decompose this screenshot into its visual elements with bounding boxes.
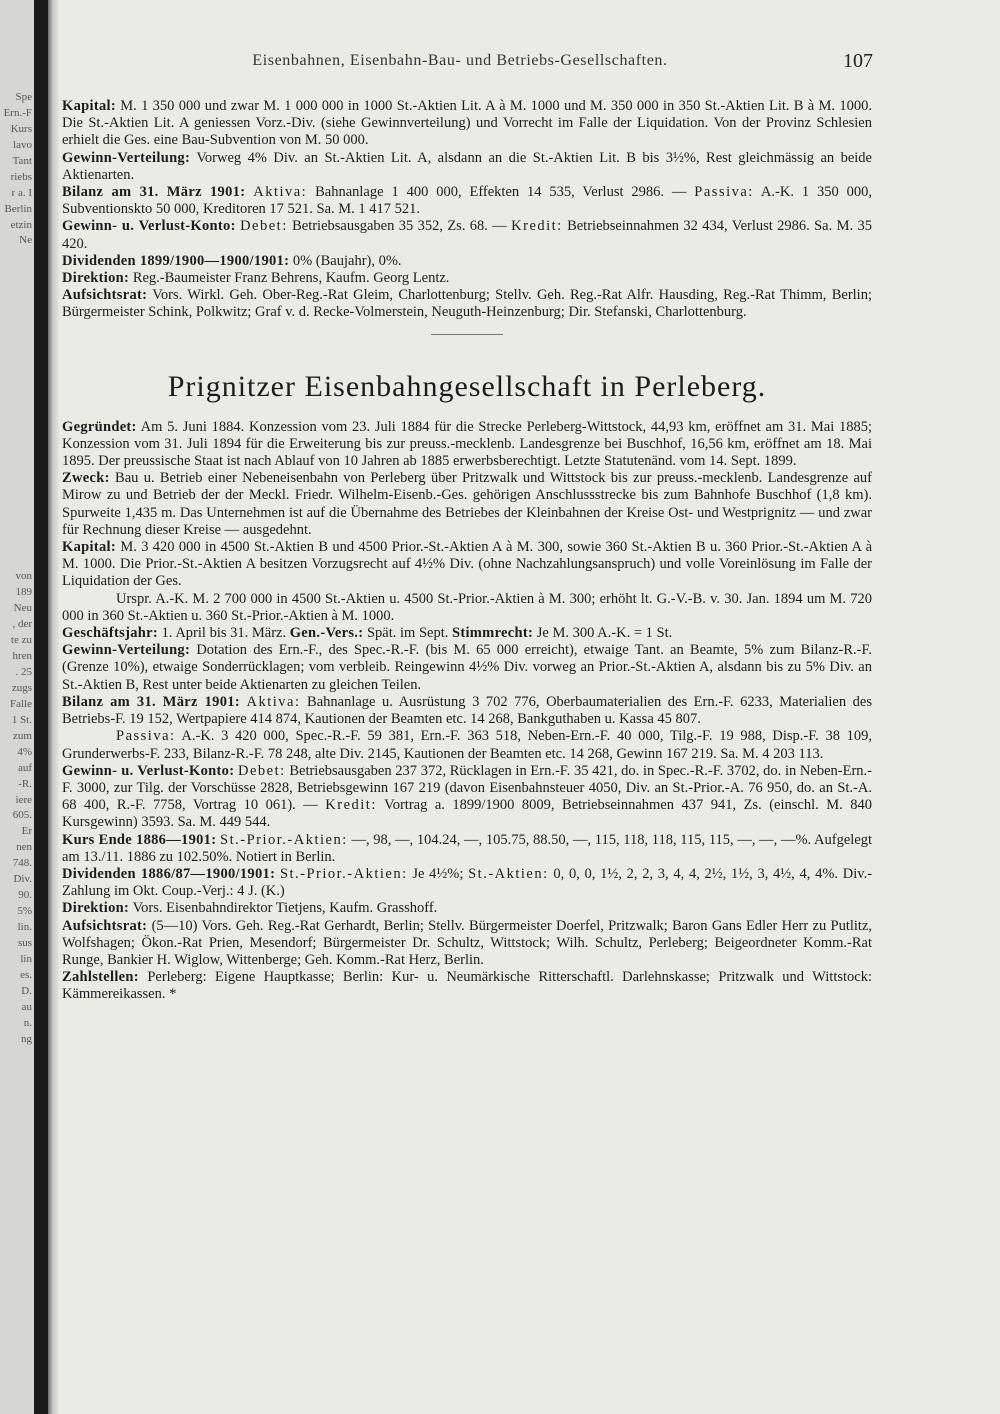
- prev-column-fragment: Tant: [12, 154, 32, 167]
- debet-label: Debet:: [240, 218, 288, 235]
- label: Bilanz am 31. März 1901:: [62, 693, 240, 710]
- entry-direktion-2: [62, 900, 872, 917]
- text: Bahnanlage 1 400 000, Effekten 14 535, Verlust 2986. —: [315, 184, 687, 201]
- prev-column-fragment: Div.: [13, 873, 32, 886]
- label: Gewinn-Verteilung:: [62, 642, 191, 659]
- prev-column-fragment: auf: [17, 761, 32, 774]
- prev-column-fragment: , der: [12, 618, 32, 631]
- label: Gewinn- u. Verlust-Konto:: [62, 762, 235, 779]
- entry-guv-2: [62, 763, 872, 832]
- label: Kapital:: [62, 539, 116, 556]
- prev-column-fragment: von: [15, 570, 32, 583]
- prev-column-fragment: 5%: [17, 905, 32, 918]
- text: Bau u. Betrieb einer Nebeneisenbahn von Perleberg über Pritzwalk und Wittstock bis zur preuss.-mecklenb. Landesgrenze auf Mirow zu und Betrieb der der Meckl. Friedr. Wilhelm-Eisenb.-Ges. gehörigen Anschlussstrecke bis zum Bahnhofe Buschhof (1,8 km). Spurweite 1,435 m. Das Unternehmen ist auf die Übernahme des Betriebes der Kleinbahnen der Kreise Ost- und Westprignitz — und zwar für Rechnung dieser Kreise — ausgedehnt.: [62, 470, 872, 538]
- prev-column-fragment: 605.: [12, 809, 32, 822]
- prev-column-fragment: 189: [15, 586, 32, 599]
- sub-label: St.-Prior.-Aktien:: [279, 865, 408, 882]
- entry-bilanz-passiva-2: [62, 728, 872, 762]
- prev-column-fragment: 90.: [18, 889, 32, 902]
- entry-guv-1: [62, 218, 872, 252]
- running-head: Eisenbahnen, Eisenbahn-Bau- und Betriebs-Gesellschaften.: [252, 52, 668, 69]
- prev-column-fragment: Ern.-F: [3, 106, 32, 119]
- entry-aufsichtsrat-1: [62, 287, 872, 321]
- text: Je M. 300 A.-K. = 1 St.: [536, 625, 673, 642]
- prev-column-fragment: etzin: [10, 218, 32, 231]
- text: Am 5. Juni 1884. Konzession vom 23. Juli 1884 für die Strecke Perleberg-Wittstock, 44,93 km, eröffnet am 31. Mai 1885; Konzession vom 31. Juli 1894 für die Erweiterung bis zur preuss.-mecklenb. Landesgrenze bei Buschhof, 16,56 km, eröffnet am 18. Mai 1895. Der preussische Staat ist nach Ablauf von 10 Jahren ab 1885 erwerbsberechtigt. Letzte Statutenänd. vom 14. Sept. 1899.: [62, 418, 872, 470]
- prev-column-fragment: hren: [12, 650, 32, 663]
- entry-gewinn-verteilung-2: [62, 642, 872, 694]
- label: Gegründet:: [62, 418, 137, 435]
- kredit-label: Kredit:: [325, 797, 377, 814]
- text: Betriebsausgaben 237 372, Rücklagen in Ern.-F. 35 421, do. in Spec.-R.-F. 3702, do. in Neben-Ern.-F. 3000, zur Tilg. der Vorschüsse 2828, Betriebsgewinn 167 219 (davon Eisenbahnsteuer 4050, Div. an St.-Prior.-A. 76 950, do. an St.-A. 68 400, R.-F. 7758, Vortrag 10 061). —: [62, 762, 872, 814]
- entry-kurs: [62, 832, 872, 866]
- prev-column-fragment: au: [21, 1000, 32, 1013]
- aktiva-label: Aktiva:: [246, 693, 301, 710]
- prev-column-fragment: ng: [21, 1032, 32, 1045]
- label: Aufsichtsrat:: [62, 287, 148, 304]
- text: Betriebseinnahmen 32 434, Verlust 2986. Sa. M. 35 420.: [62, 218, 872, 252]
- text: Vorweg 4% Div. an St.-Aktien Lit. A, alsdann an die St.-Aktien Lit. B bis 3½%, Rest gleichmässig an beide Aktienarten.: [62, 149, 872, 183]
- text: Dotation des Ern.-F., des Spec.-R.-F. (bis M. 65 000 erreicht), etwaige Tant. an Beamte, 5% zum Bilanz-R.-F. (Grenze 10%), etwaige Sonderrücklagen; vom verbleib. Reingewinn 4½% Div. vorweg an Prior.-St.-Aktien A, alsdann bis zu 5% Div. an St.-Aktien B, Rest unter beide Aktienarten zu gleichen Teilen.: [62, 642, 872, 693]
- text: (5—10) Vors. Geh. Reg.-Rat Gerhardt, Berlin; Stellv. Bürgermeister Doerfel, Pritzwalk; Baron Gans Edler Herr zu Putlitz, Wolfshagen; Ökon.-Rat Prien, Mesendorf; Bürgermeister Dr. Schultz, Wittstock; Wilh. Schultz, Perleberg; Beigeordneter Komm.-Rat Runge, Bankier H. Wiglow, Wittenberge; Geh. Komm.-Rat Herz, Berlin.: [62, 917, 873, 968]
- entry-kapital-urspr: Urspr. A.-K. M. 2 700 000 in 4500 St.-Aktien u. 4500 St.-Prior.-Aktien à M. 300; erhöht lt. G.-V.-B. v. 30. Jan. 1894 um M. 720 000 in 360 St.-Aktien u. 360 St.-Prior.-Aktien à M. 1000.: [62, 590, 872, 624]
- prev-column-fragment: nen: [16, 841, 32, 854]
- entry-dividenden-1: [62, 253, 872, 270]
- prev-column-fragment: 748.: [12, 857, 32, 870]
- section-divider: [431, 334, 503, 335]
- prev-column-fragment: 4%: [17, 745, 32, 758]
- prev-column-fragment: . 25: [15, 666, 32, 678]
- entry-aufsichtsrat-2: [62, 918, 872, 970]
- label: Gewinn-Verteilung:: [62, 149, 191, 166]
- text: 0% (Baujahr), 0%.: [292, 252, 402, 269]
- prev-column-fragment: r a. I: [11, 186, 32, 199]
- prev-column-fragment: Berlin: [4, 202, 32, 215]
- text: —, 98, —, 104.24, —, 105.75, 88.50, —, 115, 118, 118, 115, 115, —, —, —%. Aufgelegt am 13./11. 1886 zu 102.50%. Notiert in Berlin.: [62, 831, 873, 865]
- entry-bilanz-1: [62, 184, 872, 218]
- entry-kapital-2: [62, 539, 872, 591]
- debet-label: Debet:: [238, 762, 286, 779]
- prev-column-fragment: lin.: [17, 921, 32, 933]
- text: Vors. Eisenbahndirektor Tietjens, Kaufm. Grasshoff.: [132, 900, 438, 917]
- entry-gewinn-verteilung-1: [62, 150, 872, 184]
- label: Stimmrecht:: [451, 625, 534, 642]
- prev-column-fragment: Kurs: [10, 122, 32, 135]
- main-text: [62, 98, 872, 1004]
- prev-column-fragment: Er: [21, 825, 32, 838]
- prev-column-fragment: Ne: [19, 234, 32, 247]
- label: Dividenden 1899/1900—1900/1901:: [62, 252, 290, 269]
- label: Aufsichtsrat:: [62, 917, 148, 934]
- company-title: Prignitzer Eisenbahngesellschaft in Perleberg.: [167, 369, 767, 403]
- page-number: 107: [843, 50, 873, 72]
- prev-column-fragment: lin: [20, 952, 32, 965]
- text: Spät. im Sept.: [366, 625, 449, 642]
- entry-zweck: [62, 470, 872, 539]
- prev-column-fragment: Neu: [13, 602, 32, 615]
- passiva-label: Passiva:: [116, 728, 176, 745]
- prev-column-fragment: Falle: [10, 697, 32, 710]
- text: M. 1 350 000 und zwar M. 1 000 000 in 1000 St.-Aktien Lit. A à M. 1000 und M. 350 000 in 350 St.-Aktien Lit. B à M. 1000. Die St.-Aktien Lit. A geniessen Vorz.-Div. (siehe Gewinnverteilung) und Vorrecht im Falle der Liquidation. Von der Provinz Schlesien erhielt die Ges. eine Bau-Subvention von M. 50 000.: [62, 98, 872, 149]
- prev-column-fragment: D.: [21, 984, 32, 997]
- text: Betriebsausgaben 35 352, Zs. 68. —: [292, 218, 507, 235]
- entry-gegruendet: [62, 419, 872, 471]
- text: M. 3 420 000 in 4500 St.-Aktien B und 4500 Prior.-St.-Aktien A à M. 300, sowie 360 St.-Aktien B u. 360 Prior.-St.-Aktien A à M. 1000. Die Prior.-St.-Aktien A besitzen Vorzugsrecht auf 4½% Div. (ohne Nachzahlungsanspruch) und volle Voreinlösung im Falle der Liquidation der Ges.: [62, 539, 873, 590]
- label: Kurs Ende 1886—1901:: [62, 831, 217, 848]
- text: 1. April bis 31. März.: [161, 625, 287, 642]
- label: Bilanz am 31. März 1901:: [62, 184, 246, 201]
- previous-page-column-fragments: [0, 90, 34, 1048]
- entry-kapital-1: [62, 98, 872, 150]
- aktiva-label: Aktiva:: [253, 184, 308, 201]
- text: A.-K. 3 420 000, Spec.-R.-F. 59 381, Ern.-F. 363 518, Neben-Ern.-F. 40 000, Tilg.-F. 19 988, Disp.-F. 38 109, Grunderwerbs-F. 233, Bilanz-R.-F. 78 248, alte Div. 2145, Kautionen der Beamten etc. 14 268, Gewinn 167 219. Sa. M. 4 203 113.: [62, 728, 872, 762]
- prev-column-fragment: lavo: [13, 138, 32, 151]
- prev-column-fragment: n.: [23, 1016, 32, 1029]
- label: Direktion:: [62, 900, 130, 917]
- prev-column-fragment: iere: [15, 793, 32, 806]
- text: 0, 0, 0, 1½, 2, 2, 3, 4, 4, 2½, 1½, 3, 4½, 4, 4%. Div.-Zahlung im Okt. Coup.-Verj.: 4 J. (K.): [62, 865, 873, 900]
- sub-label: St.-Aktien:: [468, 865, 549, 882]
- label: Zweck:: [62, 470, 110, 487]
- prev-column-fragment: zugs: [11, 681, 32, 694]
- text: Vors. Wirkl. Geh. Ober-Reg.-Rat Gleim, Charlottenburg; Stellv. Geh. Reg.-Rat Alfr. Hausding, Reg.-Rat Thimm, Berlin; Bürgermeister Schink, Polkwitz; Graf v. d. Recke-Volmerstein, Neuguth-Heinzenburg; Dir. Stefanski, Charlottenburg.: [62, 287, 872, 321]
- entry-zahlstellen: [62, 969, 872, 1003]
- entry-geschaeftsjahr: [62, 625, 872, 642]
- prev-column-fragment: te zu: [10, 634, 32, 647]
- text: Bahnanlage u. Ausrüstung 3 702 776, Oberbaumaterialien des Ern.-F. 6233, Materialien des Betriebs-F. 19 152, Wertpapiere 414 874, Kautionen der Beamten etc. 14 268, Bankguthaben u. Kassa 45 807.: [62, 693, 872, 728]
- label: Gewinn- u. Verlust-Konto:: [62, 218, 236, 235]
- prev-column-fragment: 1 St.: [11, 713, 32, 726]
- entry-dividenden-2: [62, 866, 872, 900]
- label: Dividenden 1886/87—1900/1901:: [62, 865, 276, 882]
- entry-bilanz-2: [62, 694, 872, 728]
- passiva-label: Passiva:: [694, 184, 754, 201]
- prev-column-fragment: zum: [13, 729, 32, 742]
- fragment-gap: [0, 249, 34, 569]
- label: Gen.-Vers.:: [289, 625, 364, 642]
- text: A.-K. 1 350 000, Subventionskto 50 000, Kreditoren 17 521. Sa. M. 1 417 521.: [62, 184, 872, 218]
- label: Zahlstellen:: [62, 969, 139, 986]
- label: Geschäftsjahr:: [62, 625, 159, 642]
- prev-column-fragment: es.: [20, 968, 32, 981]
- kredit-label: Kredit:: [511, 218, 563, 235]
- text: Je 4½%;: [412, 865, 464, 882]
- label: Direktion:: [62, 270, 130, 287]
- prev-column-fragment: Spe: [15, 91, 32, 103]
- sub-label: St.-Prior.-Aktien:: [220, 831, 348, 848]
- prev-column-fragment: riebs: [10, 170, 32, 183]
- prev-column-fragment: sus: [17, 936, 32, 949]
- label: Kapital:: [62, 98, 116, 114]
- prev-column-fragment: -R.: [18, 777, 32, 790]
- text: Vortrag a. 1899/1900 8009, Betriebseinnahmen 437 941, Zs. (einschl. M. 840 Kursgewinn) 3593. Sa. M. 449 544.: [62, 797, 872, 831]
- entry-direktion-1: [62, 270, 872, 287]
- text: Reg.-Baumeister Franz Behrens, Kaufm. Georg Lentz.: [132, 270, 450, 287]
- text: Perleberg: Eigene Hauptkasse; Berlin: Kur- u. Neumärkische Ritterschaftl. Darlehnskasse; Pritzwalk und Wittstock: Kämmereikassen. *: [62, 969, 872, 1003]
